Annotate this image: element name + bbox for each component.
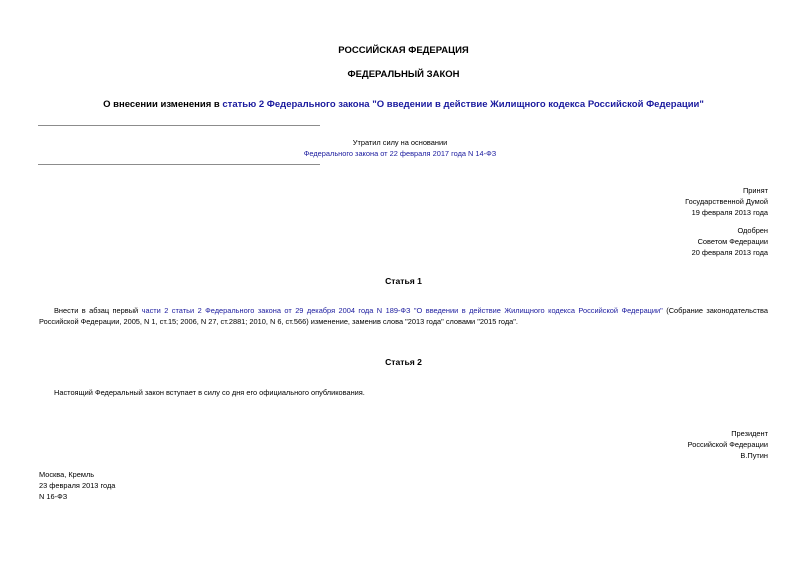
footer-date: 23 февраля 2013 года: [39, 481, 116, 490]
divider-top: [38, 125, 320, 126]
adopted-block: [685, 185, 768, 218]
country-heading: РОССИЙСКАЯ ФЕДЕРАЦИЯ: [338, 45, 469, 56]
signature-title: Президент: [731, 429, 768, 438]
approved-date: 20 февраля 2013 года: [691, 248, 768, 257]
article2-heading: Статья 2: [385, 357, 422, 367]
footer-place: Москва, Кремль: [39, 470, 95, 479]
divider-bottom: [38, 164, 320, 165]
signature-block: [688, 428, 768, 461]
status-text: Утратил силу на основании: [352, 138, 448, 147]
adopted-date: 19 февраля 2013 года: [691, 208, 768, 217]
article1-text-start: Внести в абзац первый: [54, 306, 142, 315]
approved-label: Одобрен: [737, 226, 768, 235]
adopted-body: Государственной Думой: [685, 197, 768, 206]
article1-text-end: (Собрание законодательства Российской Федерации, 2005, N 1, ст.15; 2006, N 27, ст.2881; 2010, N 6, ст.566) изменение, заменив слова "2013 года" словами "2015 года".: [39, 306, 768, 326]
adopted-label: Принят: [742, 186, 768, 195]
article1-law-link[interactable]: части 2 статьи 2 Федерального закона от 29 декабря 2004 года N 189-ФЗ "О введении в действие Жилищного кодекса Российской Федерации": [141, 306, 663, 315]
doc-type-heading: ФЕДЕРАЛЬНЫЙ ЗАКОН: [347, 69, 460, 80]
article2-paragraph: Настоящий Федеральный закон вступает в силу со дня его официального опубликования.: [54, 388, 365, 397]
title-prefix: О внесении изменения в: [103, 99, 223, 110]
document-title: [0, 99, 807, 110]
approved-body: Советом Федерации: [697, 237, 768, 246]
signature-country: Российской Федерации: [687, 440, 768, 449]
article1-paragraph: [39, 305, 768, 327]
footer-block: [39, 469, 115, 502]
title-law-link[interactable]: статью 2 Федерального закона "О введении в действие Жилищного кодекса Российской Федерации": [222, 99, 704, 110]
approved-block: [692, 225, 768, 258]
article1-heading: Статья 1: [385, 276, 422, 286]
footer-number: N 16-ФЗ: [39, 492, 68, 501]
signature-name: В.Путин: [740, 451, 768, 460]
status-repeal-link[interactable]: Федерального закона от 22 февраля 2017 года N 14-ФЗ: [303, 149, 497, 158]
status-block: [180, 137, 620, 159]
